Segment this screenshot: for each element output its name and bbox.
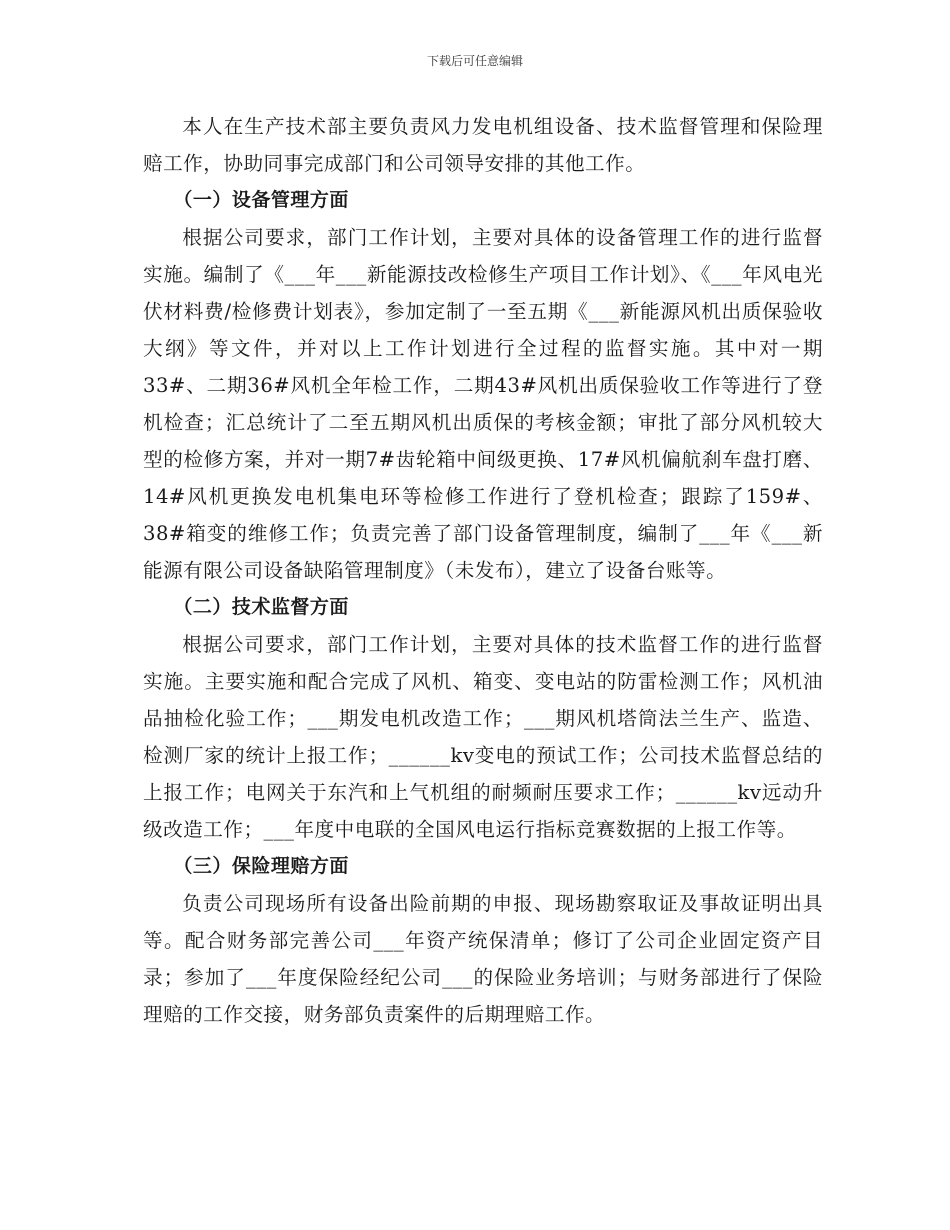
- section-body-equipment: 根据公司要求，部门工作计划，主要对具体的设备管理工作的进行监督实施。编制了《___年___新能源技改检修生产项目工作计划》、《___年风电光伏材料费/检修费计划表》，参加定制了一至五期《___新能源风机出质保验收大纲》等文件，并对以上工作计划进行全过程的监督实施。其中对一期33#、二期36#风机全年检工作，二期43#风机出质保验收工作等进行了登机检查；汇总统计了二至五期风机出质保的考核金额；审批了部分风机较大型的检修方案，并对一期7#齿轮箱中间级更换、17#风机偏航刹车盘打磨、14#风机更换发电机集电环等检修工作进行了登机检查；跟踪了159#、38#箱变的维修工作；负责完善了部门设备管理制度，编制了___年《___新能源有限公司设备缺陷管理制度》（未发布），建立了设备台账等。: [143, 226, 823, 582]
- section-heading-equipment: （一）设备管理方面: [173, 189, 349, 211]
- document-body: [143, 108, 823, 1033]
- page-header: 下载后可任意编辑: [426, 54, 523, 68]
- section-heading-insurance: （三）保险理赔方面: [173, 855, 349, 877]
- section-body-insurance: 负责公司现场所有设备出险前期的申报、现场勘察取证及事故证明出具等。配合财务部完善公司___年资产统保清单；修订了公司企业固定资产目录；参加了___年度保险经纪公司___的保险业务培训；与财务部进行了保险理赔的工作交接，财务部负责案件的后期理赔工作。: [143, 892, 823, 1026]
- section-heading-tech-supervision: （二）技术监督方面: [173, 596, 349, 618]
- section-body-tech-supervision: 根据公司要求，部门工作计划，主要对具体的技术监督工作的进行监督实施。主要实施和配合完成了风机、箱变、变电站的防雷检测工作；风机油品抽检化验工作；___期发电机改造工作；___期风机塔筒法兰生产、监造、检测厂家的统计上报工作；______kv变电的预试工作；公司技术监督总结的上报工作；电网关于东汽和上气机组的耐频耐压要求工作；______kv远动升级改造工作；___年度中电联的全国风电运行指标竞赛数据的上报工作等。: [143, 633, 823, 841]
- intro-paragraph: 本人在生产技术部主要负责风力发电机组设备、技术监督管理和保险理赔工作，协助同事完成部门和公司领导安排的其他工作。: [143, 115, 823, 175]
